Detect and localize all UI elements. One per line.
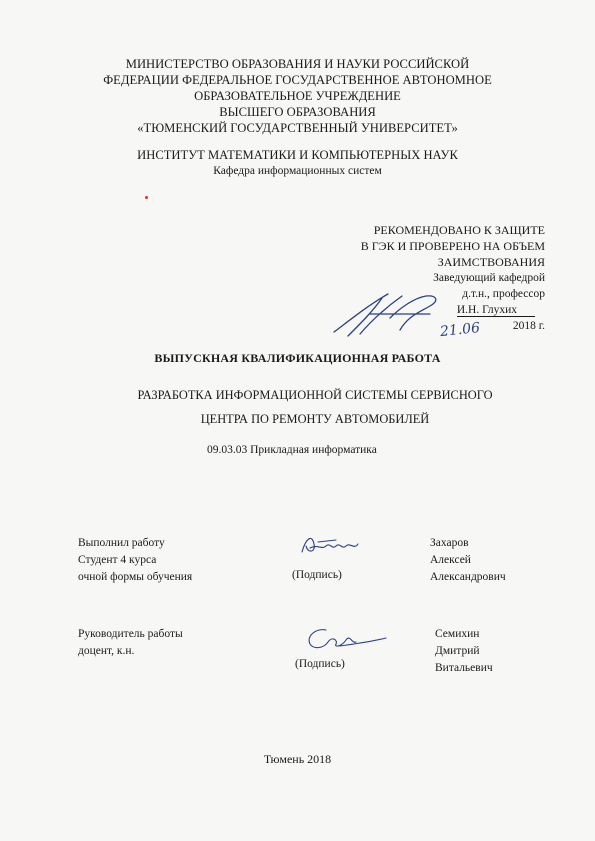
student-patronymic: Александрович	[430, 571, 506, 583]
ministry-header	[0, 56, 595, 136]
supervisor-signature	[300, 622, 390, 656]
topic-line-1: РАЗРАБОТКА ИНФОРМАЦИОННОЙ СИСТЕМЫ СЕРВИСНОГО	[137, 388, 493, 402]
supervisor-label-2: доцент, к.н.	[78, 645, 135, 657]
institute-block	[0, 147, 595, 179]
institute-name: ИНСТИТУТ МАТЕМАТИКИ И КОМПЬЮТЕРНЫХ НАУК	[137, 148, 458, 162]
approval-line-1: РЕКОМЕНДОВАНО К ЗАЩИТЕ	[373, 223, 545, 237]
city-year: Тюмень 2018	[263, 752, 332, 766]
supervisor-surname: Семихин	[435, 628, 480, 640]
header-line-2: ФЕДЕРАЦИИ ФЕДЕРАЛЬНОЕ ГОСУДАРСТВЕННОЕ АВТОНОМНОЕ	[103, 73, 492, 87]
header-line-1: МИНИСТЕРСТВО ОБРАЗОВАНИЯ И НАУКИ РОССИЙСКОЙ	[125, 57, 470, 71]
supervisor-patronymic: Витальевич	[435, 662, 493, 674]
handwritten-date: 21.06	[439, 319, 481, 341]
approval-name: И.Н. Глухих	[300, 302, 545, 318]
student-label-2: Студент 4 курса	[78, 554, 157, 566]
approval-line-2: В ГЭК И ПРОВЕРЕНО НА ОБЪЕМ	[360, 239, 545, 253]
header-line-3: ОБРАЗОВАТЕЛЬНОЕ УЧРЕЖДЕНИЕ	[194, 89, 401, 103]
header-line-4: ВЫСШЕГО ОБРАЗОВАНИЯ	[219, 105, 376, 119]
thesis-topic	[95, 383, 535, 431]
approval-degree: д.т.н., профессор	[462, 288, 545, 300]
student-surname: Захаров	[430, 537, 469, 549]
department-name: Кафедра информационных систем	[213, 165, 382, 177]
student-sign-label: (Подпись)	[292, 569, 342, 581]
document-type: ВЫПУСКНАЯ КВАЛИФИКАЦИОННАЯ РАБОТА	[154, 351, 441, 365]
head-signature	[330, 290, 450, 340]
student-label-1: Выполнил работу	[78, 537, 165, 549]
specialty: 09.03.03 Прикладная информатика	[207, 444, 377, 456]
approval-line-3: ЗАИМСТВОВАНИЯ	[437, 255, 545, 269]
supervisor-sign-label: (Подпись)	[295, 658, 345, 670]
red-mark	[145, 196, 148, 199]
supervisor-name	[435, 626, 493, 677]
student-signature	[296, 530, 366, 560]
approval-year: 2018 г.	[512, 320, 545, 332]
student-first-name: Алексей	[430, 554, 471, 566]
student-name	[430, 535, 506, 586]
approval-role: Заведующий кафедрой	[433, 272, 545, 284]
topic-line-2: ЦЕНТРА ПО РЕМОНТУ АВТОМОБИЛЕЙ	[200, 412, 430, 426]
header-line-5: «ТЮМЕНСКИЙ ГОСУДАРСТВЕННЫЙ УНИВЕРСИТЕТ»	[137, 121, 458, 135]
student-labels	[78, 535, 192, 586]
supervisor-label-1: Руководитель работы	[78, 628, 183, 640]
supervisor-first-name: Дмитрий	[435, 645, 480, 657]
student-label-3: очной формы обучения	[78, 571, 193, 583]
supervisor-labels	[78, 626, 183, 660]
